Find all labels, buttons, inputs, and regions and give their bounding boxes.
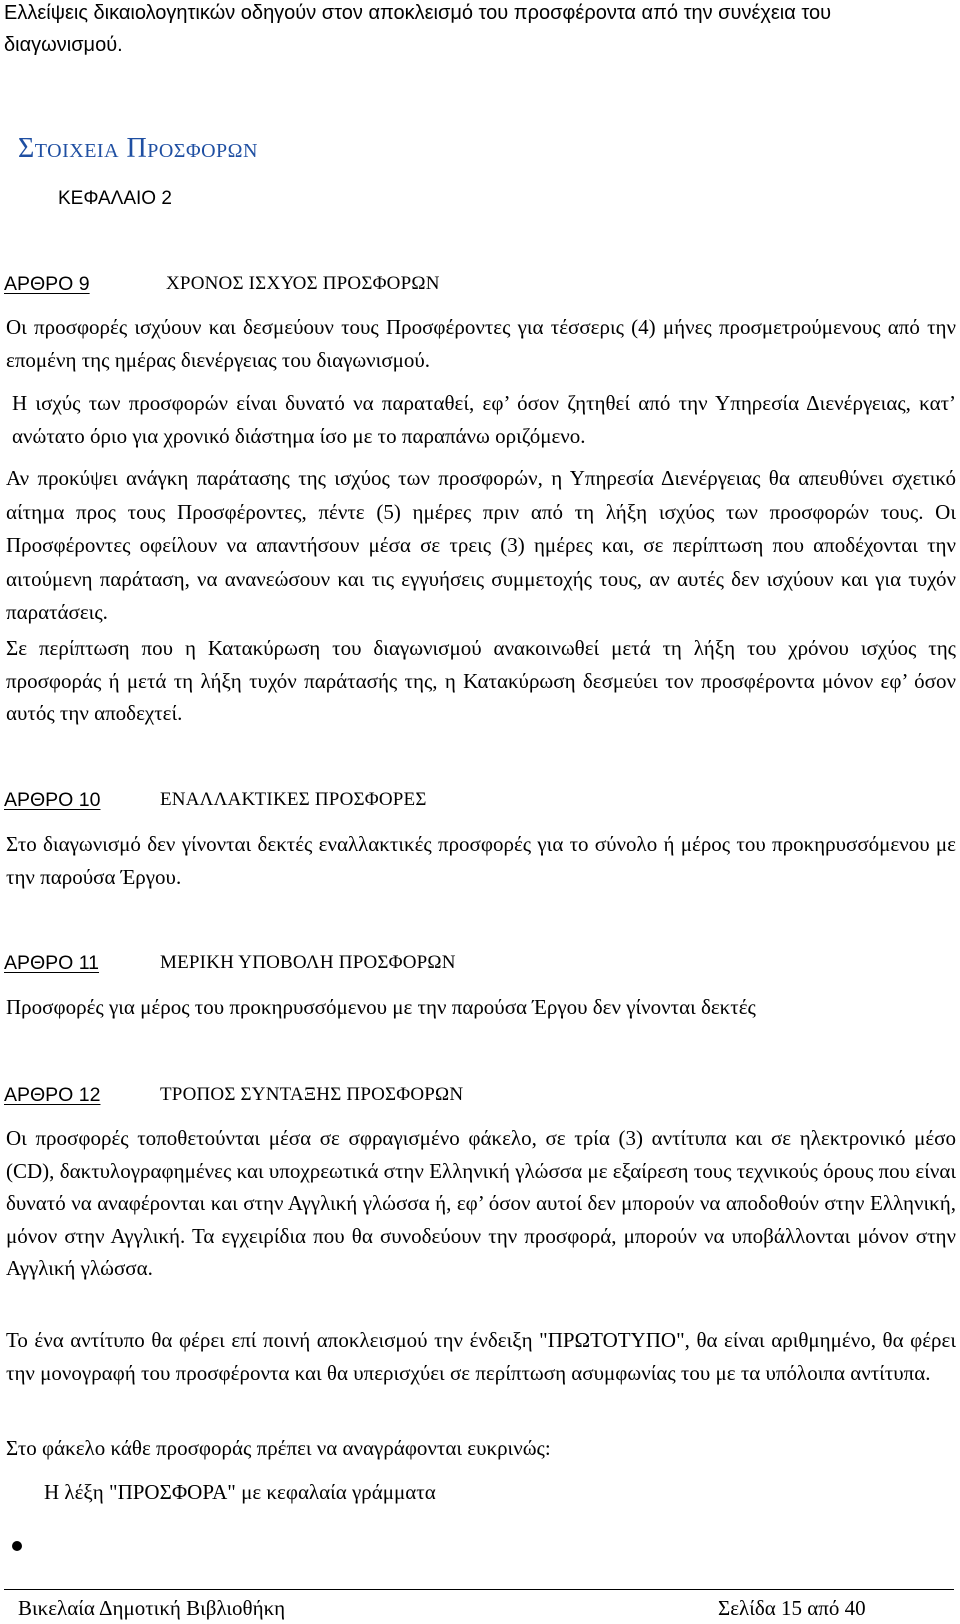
section-title: Στοιχεια Προσφορων [18, 133, 258, 164]
article-12-paragraph-2: Το ένα αντίτυπο θα φέρει επί ποινή αποκλεισμού την ένδειξη "ΠΡΩΤΟΤΥΠΟ", θα είναι αριθμημένο, θα φέρει την μονογραφή του προσφέροντα και θα υπερισχύει σε περίπτωση ασυμφωνίας του με τα υπόλοιπα αντίτυπα. [6, 1328, 956, 1385]
article-12-paragraph-3: Στο φάκελο κάθε προσφοράς πρέπει να αναγράφονται ευκρινώς: [6, 1436, 551, 1460]
article-9-paragraph-3: Αν προκύψει ανάγκη παράτασης της ισχύος των προσφορών, η Υπηρεσία Διενέργειας θα απευθύνει σχετικό αίτημα προς τους Προσφέροντες, πέντε (5) ημέρες πριν από τη λήξη ισχύος των προσφορών τους. Οι Προσφέροντες οφείλουν να απαντήσουν μέσα σε τρεις (3) ημέρες και, σε περίπτωση που αποδέχονται την αιτούμενη παράταση, να ανανεώσουν και τις εγγυήσεις συμμετοχής τους, αν αυτές δεν ισχύουν και για τυχόν παρατάσεις. [6, 466, 956, 624]
article-10-title: ΕΝΑΛΛΑΚΤΙΚΕΣ ΠΡΟΣΦΟΡΕΣ [160, 789, 427, 810]
article-12-paragraph-1: Οι προσφορές τοποθετούνται μέσα σε σφραγισμένο φάκελο, σε τρία (3) αντίτυπα και σε ηλεκτρονικό μέσο (CD), δακτυλογραφημένες και υποχρεωτικά στην Ελληνική γλώσσα με εξαίρεση τους τεχνικούς όρους που είναι δυνατό να αναφέρονται και στην Αγγλική γλώσσα ή, εφ’ όσον αυτοί δεν μπορούν να αποδοθούν στην Ελληνική, μόνον στην Αγγλική. Τα εγχειρίδια που θα συνοδεύουν την προσφορά, μπορούν να υποβάλλονται μόνον στην Αγγλική γλώσσα. [6, 1126, 956, 1280]
article-12-title: ΤΡΟΠΟΣ ΣΥΝΤΑΞΗΣ ΠΡΟΣΦΟΡΩΝ [160, 1084, 464, 1105]
article-10-paragraph-1: Στο διαγωνισμό δεν γίνονται δεκτές εναλλακτικές προσφορές για το σύνολο ή μέρος του προκηρυσσόμενου με την παρούσα Έργου. [6, 832, 956, 889]
footer-divider [4, 1589, 954, 1590]
article-9-number: ΑΡΘΡΟ 9 [4, 273, 90, 295]
intro-paragraph: Ελλείψεις δικαιολογητικών οδηγούν στον αποκλεισμό του προσφέροντα από την συνέχεια του διαγωνισμού. [4, 2, 832, 56]
article-12-bullet-1: Η λέξη "ΠΡΟΣΦΟΡΑ" με κεφαλαία γράμματα [44, 1480, 436, 1504]
footer-library-name: Βικελαία Δημοτική Βιβλιοθήκη [18, 1596, 286, 1620]
footer-page-number: Σελίδα 15 από 40 [718, 1596, 866, 1620]
article-11-paragraph-1: Προσφορές για μέρος του προκηρυσσόμενου με την παρούσα Έργου δεν γίνονται δεκτές [6, 995, 756, 1019]
chapter-label: ΚΕΦΑΛΑΙΟ 2 [58, 188, 172, 209]
article-11-number: ΑΡΘΡΟ 11 [4, 952, 100, 974]
article-9-paragraph-4: Σε περίπτωση που η Κατακύρωση του διαγωνισμού ανακοινωθεί μετά τη λήξη του χρόνου ισχύος της προσφοράς ή μετά τη λήξη τυχόν παράτασής της, η Κατακύρωση δεσμεύει τον προσφέροντα μόνον εφ’ όσον αυτός την αποδεχτεί. [6, 636, 956, 725]
article-9-paragraph-1: Οι προσφορές ισχύουν και δεσμεύουν τους Προσφέροντες για τέσσερις (4) μήνες προσμετρούμενους από την επομένη της ημέρας διενέργειας του διαγωνισμού. [6, 315, 956, 372]
article-11-title: ΜΕΡΙΚΗ ΥΠΟΒΟΛΗ ΠΡΟΣΦΟΡΩΝ [160, 952, 456, 973]
article-12-number: ΑΡΘΡΟ 12 [4, 1084, 101, 1106]
article-9-title: ΧΡΟΝΟΣ ΙΣΧΥΟΣ ΠΡΟΣΦΟΡΩΝ [166, 273, 440, 294]
article-9-paragraph-2: Η ισχύς των προσφορών είναι δυνατό να παραταθεί, εφ’ όσον ζητηθεί από την Υπηρεσία Διενέργειας, κατ’ ανώτατο όριο για χρονικό διάστημα ίσο με το παραπάνω οριζόμενο. [12, 391, 956, 448]
bullet-dot [12, 1541, 22, 1551]
article-10-number: ΑΡΘΡΟ 10 [4, 789, 101, 811]
